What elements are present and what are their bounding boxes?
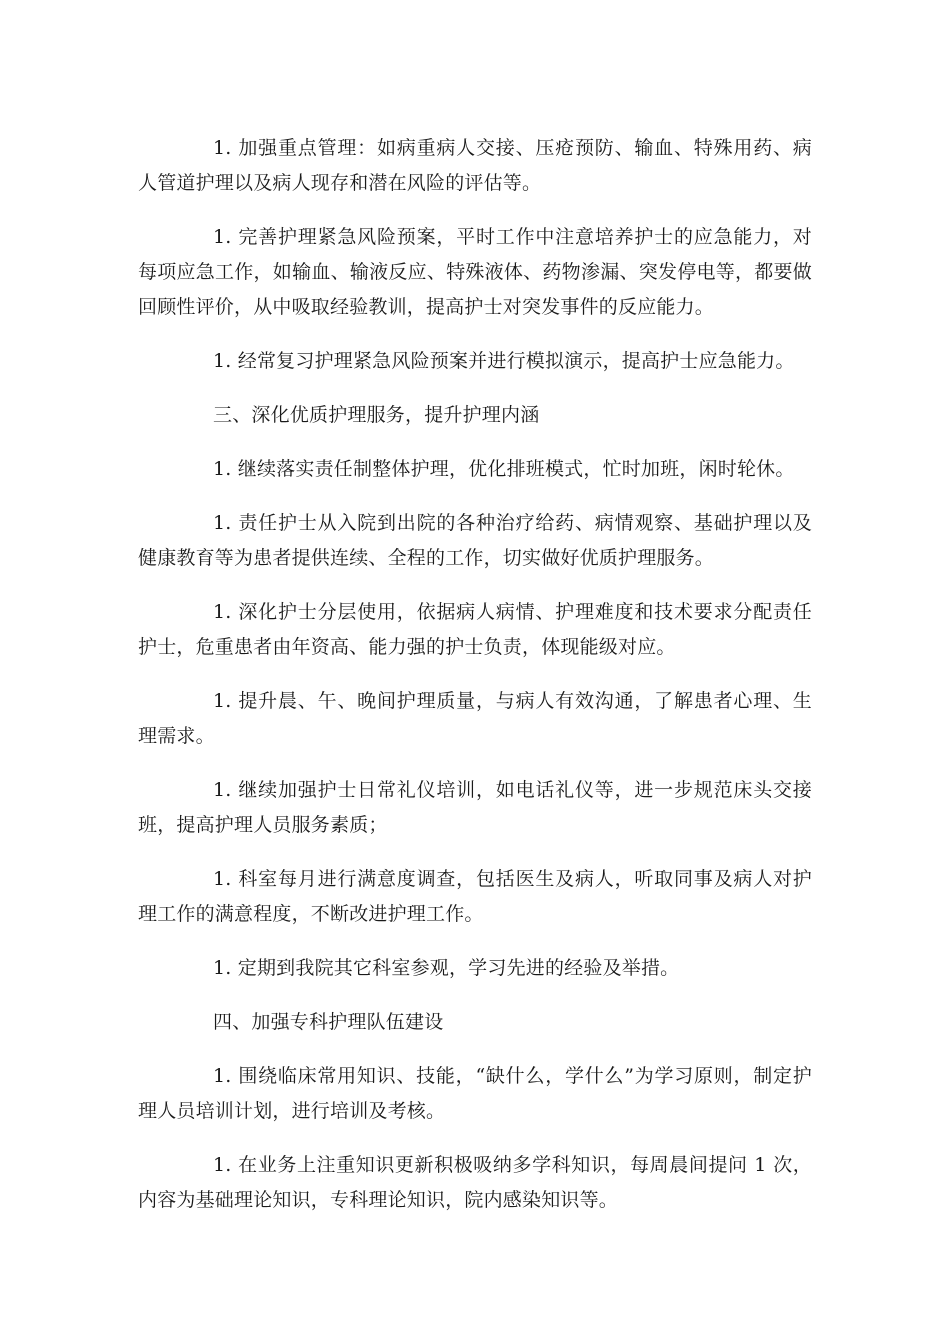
paragraph: 1. 科室每月进行满意度调查，包括医生及病人，听取同事及病人对护理工作的满意程度，不断改进护理工作。	[138, 868, 812, 925]
paragraph: 1. 继续加强护士日常礼仪培训，如电话礼仪等，进一步规范床头交接班，提高护理人员服务素质；	[138, 779, 812, 836]
paragraph: 1. 继续落实责任制整体护理，优化排班模式，忙时加班，闲时轮休。	[213, 458, 795, 480]
paragraph: 1. 定期到我院其它科室参观，学习先进的经验及举措。	[213, 957, 680, 979]
paragraph: 1. 责任护士从入院到出院的各种治疗给药、病情观察、基础护理以及健康教育等为患者提供连续、全程的工作，切实做好优质护理服务。	[138, 512, 812, 569]
document-body	[138, 131, 812, 1237]
paragraph: 1. 提升晨、午、晚间护理质量，与病人有效沟通，了解患者心理、生理需求。	[138, 690, 812, 747]
section-heading: 三、深化优质护理服务，提升护理内涵	[213, 404, 540, 426]
paragraph: 1. 加强重点管理：如病重病人交接、压疮预防、输血、特殊用药、病人管道护理以及病人现存和潜在风险的评估等。	[138, 137, 812, 194]
paragraph: 1. 完善护理紧急风险预案，平时工作中注意培养护士的应急能力，对每项应急工作，如输血、输液反应、特殊液体、药物渗漏、突发停电等，都要做回顾性评价，从中吸取经验教训，提高护士对突发事件的反应能力。	[138, 226, 812, 318]
paragraph: 1. 在业务上注重知识更新积极吸纳多学科知识，每周晨间提问 1 次，内容为基础理论知识，专科理论知识，院内感染知识等。	[138, 1154, 812, 1211]
paragraph: 1. 围绕临床常用知识、技能，“缺什么，学什么”为学习原则，制定护理人员培训计划，进行培训及考核。	[138, 1065, 812, 1122]
paragraph: 1. 经常复习护理紧急风险预案并进行模拟演示，提高护士应急能力。	[213, 350, 795, 372]
section-heading: 四、加强专科护理队伍建设	[213, 1011, 444, 1033]
paragraph: 1. 深化护士分层使用，依据病人病情、护理难度和技术要求分配责任护士，危重患者由年资高、能力强的护士负责，体现能级对应。	[138, 601, 812, 658]
